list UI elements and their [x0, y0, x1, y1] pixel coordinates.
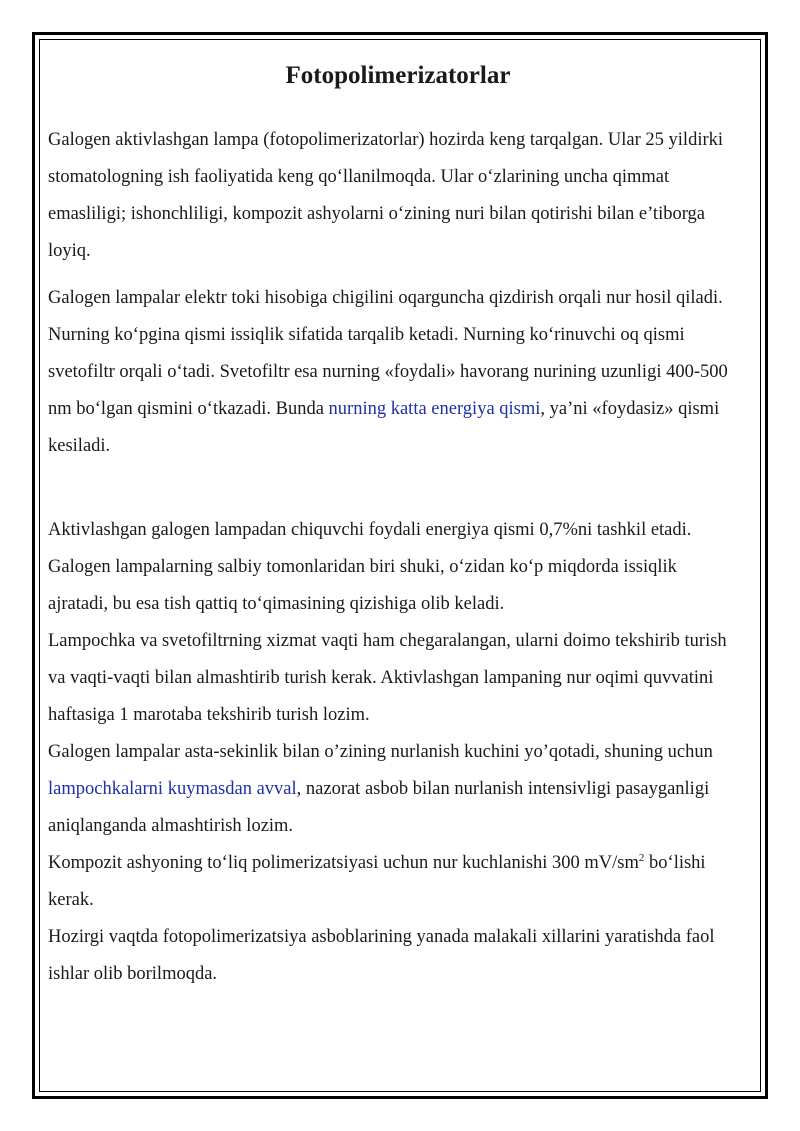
- text-segment: , nazorat asbob bilan nurlanish intensivligi pasayganligi aniqlanganda almashtirish lozim.: [48, 779, 710, 836]
- paragraph-intro: Galogen aktivlashgan lampa (fotopolimerizatorlar) hozirda keng tarqalgan. Ular 25 yildirki stomatologning ish faoliyatida keng qo‘llanilmoqda. Ular o‘zlarining uncha qimmat emasliligi; ishonchliligi, kompozit ashyolarni o‘zining nuri bilan qotirishi bilan e’tiborga loyiq.: [48, 130, 724, 261]
- text-segment: Galogen lampalar elektr toki hisobiga chigilini oqarguncha qizdirish orqali nur hosil qiladi. Nurning ko‘pgina qismi issiqlik sifatida tarqalib ketadi. Nurning ko‘rinuvchi oq qismi svetofiltr orqali o‘tadi. Svetofiltr esa nurning «foydali» havorang nurining uzunligi 400-500 nm bo‘lgan qismini o‘tkazadi. Bunda: [48, 288, 728, 419]
- text-segment: Galogen lampalar asta-sekinlik bilan o’zining nurlanish kuchini yo’qotadi, shuning uchun: [48, 742, 713, 762]
- paragraph-service-life: Lampochka va svetofiltrning xizmat vaqti ham chegaralangan, ularni doimo tekshirib turish va vaqti-vaqti bilan almashtirib turish kerak. Aktivlashgan lampaning nur oqimi quvvatini haftasiga 1 marotaba tekshirib turish lozim.: [48, 631, 727, 725]
- paragraph-current-work: Hozirgi vaqtda fotopolimerizatsiya asboblarining yanada malakali xillarini yaratishda faol ishlar olib borilmoqda.: [48, 927, 715, 984]
- paragraph-replacement: [48, 734, 728, 845]
- text-segment: , ya’ni «foydasiz» qismi kesiladi.: [48, 399, 720, 456]
- superscript: 2: [638, 852, 645, 864]
- document-body: [48, 56, 728, 993]
- paragraph-polymerization-power: [48, 845, 728, 919]
- text-segment: bo‘lishi kerak.: [48, 853, 706, 910]
- paragraph-how-it-works: [48, 280, 728, 465]
- page-title: Fotopolimerizatorlar: [285, 62, 511, 89]
- hyperlink-energy-part[interactable]: nurning katta energiya qismi: [328, 399, 541, 419]
- hyperlink-bulb-replacement[interactable]: lampochkalarni kuymasdan avval: [48, 779, 297, 799]
- text-segment: Kompozit ashyoning to‘liq polimerizatsiyasi uchun nur kuchlanishi 300 mV/sm: [48, 853, 639, 873]
- paragraph-efficiency: Aktivlashgan galogen lampadan chiquvchi foydali energiya qismi 0,7%ni tashkil etadi. Galogen lampalarning salbiy tomonlaridan biri shuki, o‘zidan ko‘p miqdorda issiqlik ajratadi, bu esa tish qattiq to‘qimasining qizishiga olib keladi.: [48, 520, 692, 614]
